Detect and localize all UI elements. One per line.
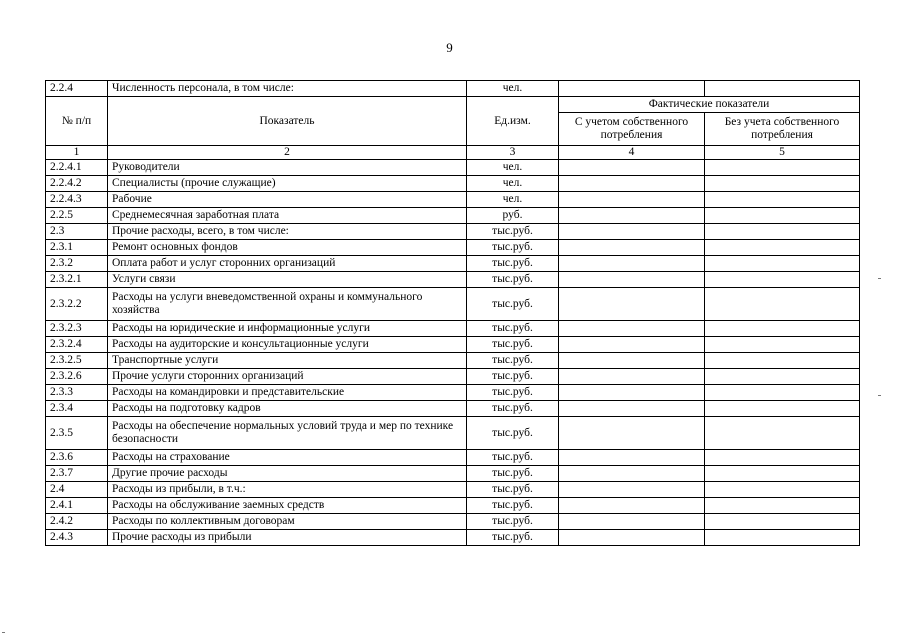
index-cell: 1	[46, 146, 108, 160]
header-unit: Ед.изм.	[467, 97, 559, 146]
cell-with-own[interactable]	[559, 514, 705, 530]
index-cell: 5	[705, 146, 860, 160]
header-indicator: Показатель	[108, 97, 467, 146]
row-indicator: Прочие расходы, всего, в том числе:	[108, 224, 467, 240]
row-number: 2.3.2.1	[46, 272, 108, 288]
row-indicator: Прочие услуги сторонних организаций	[108, 369, 467, 385]
table-row	[46, 417, 860, 450]
cell-with-own[interactable]	[559, 466, 705, 482]
cell-without-own[interactable]	[705, 514, 860, 530]
row-unit: тыс.руб.	[467, 353, 559, 369]
cell-without-own[interactable]	[705, 466, 860, 482]
row-unit: тыс.руб.	[467, 498, 559, 514]
row-number: 2.2.5	[46, 208, 108, 224]
row-number: 2.3.2.5	[46, 353, 108, 369]
row-indicator: Оплата работ и услуг сторонних организаций	[108, 256, 467, 272]
cell-with-own[interactable]	[559, 160, 705, 176]
cell-without-own[interactable]	[705, 498, 860, 514]
row-indicator: Расходы на аудиторские и консультационные услуги	[108, 337, 467, 353]
row-unit: тыс.руб.	[467, 466, 559, 482]
cell-without-own[interactable]	[705, 160, 860, 176]
row-indicator: Прочие расходы из прибыли	[108, 530, 467, 546]
scan-mark	[2, 632, 5, 633]
row-unit: тыс.руб.	[467, 369, 559, 385]
cell-with-own[interactable]	[559, 192, 705, 208]
table-row	[46, 466, 860, 482]
row-unit: тыс.руб.	[467, 240, 559, 256]
report-table	[45, 80, 860, 546]
row-number: 2.3.2.2	[46, 288, 108, 321]
row-number: 2.4.3	[46, 530, 108, 546]
table-row	[46, 450, 860, 466]
header-row-group	[46, 97, 860, 113]
cell-without-own[interactable]	[705, 450, 860, 466]
row-number: 2.3.7	[46, 466, 108, 482]
table-body	[46, 160, 860, 546]
row-number: 2.2.4.1	[46, 160, 108, 176]
cell-with-own[interactable]	[559, 288, 705, 321]
cell-without-own[interactable]	[705, 81, 860, 97]
row-unit: тыс.руб.	[467, 256, 559, 272]
header-actual-group: Фактические показатели	[559, 97, 860, 113]
index-cell: 3	[467, 146, 559, 160]
row-unit: тыс.руб.	[467, 321, 559, 337]
row-unit: тыс.руб.	[467, 482, 559, 498]
row-indicator: Расходы на подготовку кадров	[108, 401, 467, 417]
row-number: 2.3.5	[46, 417, 108, 450]
row-indicator: Расходы на обеспечение нормальных условий труда и мер по технике безопасности	[108, 417, 467, 450]
table-row	[46, 160, 860, 176]
row-indicator: Услуги связи	[108, 272, 467, 288]
scan-mark	[878, 278, 881, 279]
row-indicator: Среднемесячная заработная плата	[108, 208, 467, 224]
table-row	[46, 321, 860, 337]
table-row	[46, 514, 860, 530]
page-number: 9	[446, 40, 453, 55]
row-indicator: Расходы на страхование	[108, 450, 467, 466]
cell-with-own[interactable]	[559, 417, 705, 450]
cell-without-own[interactable]	[705, 208, 860, 224]
table-row	[46, 498, 860, 514]
header-without-own: Без учета собственного потребления	[705, 113, 860, 146]
header-index-row	[46, 146, 860, 160]
cell-with-own[interactable]	[559, 353, 705, 369]
cell-with-own[interactable]	[559, 450, 705, 466]
row-number: 2.3	[46, 224, 108, 240]
table-row	[46, 530, 860, 546]
row-indicator: Расходы на услуги вневедомственной охраны и коммунального хозяйства	[108, 288, 467, 321]
cell-with-own[interactable]	[559, 208, 705, 224]
row-unit: чел.	[467, 176, 559, 192]
row-number: 2.3.2.3	[46, 321, 108, 337]
row-number: 2.4.2	[46, 514, 108, 530]
table-row	[46, 224, 860, 240]
cell-without-own[interactable]	[705, 369, 860, 385]
row-number: 2.3.4	[46, 401, 108, 417]
cell-with-own[interactable]	[559, 385, 705, 401]
cell-without-own[interactable]	[705, 482, 860, 498]
scan-mark	[878, 395, 881, 396]
cell-without-own[interactable]	[705, 176, 860, 192]
row-indicator: Транспортные услуги	[108, 353, 467, 369]
cell-without-own[interactable]	[705, 192, 860, 208]
row-number: 2.3.2.6	[46, 369, 108, 385]
cell-without-own[interactable]	[705, 240, 860, 256]
table-row	[46, 208, 860, 224]
row-indicator: Расходы на командировки и представительские	[108, 385, 467, 401]
cell-with-own[interactable]	[559, 498, 705, 514]
row-unit: чел.	[467, 81, 559, 97]
row-number: 2.3.2.4	[46, 337, 108, 353]
row-unit: чел.	[467, 192, 559, 208]
row-unit: тыс.руб.	[467, 288, 559, 321]
cell-with-own[interactable]	[559, 176, 705, 192]
cell-without-own[interactable]	[705, 288, 860, 321]
row-unit: тыс.руб.	[467, 417, 559, 450]
cell-with-own[interactable]	[559, 272, 705, 288]
row-unit: тыс.руб.	[467, 272, 559, 288]
cell-with-own[interactable]	[559, 81, 705, 97]
cell-with-own[interactable]	[559, 401, 705, 417]
row-number: 2.4	[46, 482, 108, 498]
table-row	[46, 337, 860, 353]
cell-without-own[interactable]	[705, 530, 860, 546]
cell-without-own[interactable]	[705, 385, 860, 401]
cell-with-own[interactable]	[559, 369, 705, 385]
table-row	[46, 240, 860, 256]
row-indicator: Расходы из прибыли, в т.ч.:	[108, 482, 467, 498]
row-indicator: Расходы на юридические и информационные услуги	[108, 321, 467, 337]
row-number: 2.3.6	[46, 450, 108, 466]
cell-with-own[interactable]	[559, 256, 705, 272]
row-indicator: Ремонт основных фондов	[108, 240, 467, 256]
row-unit: тыс.руб.	[467, 450, 559, 466]
table-row	[46, 192, 860, 208]
index-cell: 2	[108, 146, 467, 160]
row-indicator: Численность персонала, в том числе:	[108, 81, 467, 97]
cell-without-own[interactable]	[705, 401, 860, 417]
table-row	[46, 369, 860, 385]
cell-with-own[interactable]	[559, 240, 705, 256]
table-row	[46, 288, 860, 321]
cell-without-own[interactable]	[705, 353, 860, 369]
row-indicator: Расходы по коллективным договорам	[108, 514, 467, 530]
cell-without-own[interactable]	[705, 321, 860, 337]
row-unit: тыс.руб.	[467, 385, 559, 401]
row-number: 2.2.4.3	[46, 192, 108, 208]
table-row	[46, 385, 860, 401]
row-number: 2.3.1	[46, 240, 108, 256]
header-num: № п/п	[46, 97, 108, 146]
cell-without-own[interactable]	[705, 256, 860, 272]
table-row	[46, 401, 860, 417]
row-unit: тыс.руб.	[467, 530, 559, 546]
cell-without-own[interactable]	[705, 337, 860, 353]
row-number: 2.3.2	[46, 256, 108, 272]
row-number: 2.4.1	[46, 498, 108, 514]
row-indicator: Руководители	[108, 160, 467, 176]
row-number: 2.3.3	[46, 385, 108, 401]
row-number: 2.2.4	[46, 81, 108, 97]
cell-with-own[interactable]	[559, 321, 705, 337]
table-row	[46, 256, 860, 272]
cell-without-own[interactable]	[705, 224, 860, 240]
row-unit: тыс.руб.	[467, 514, 559, 530]
table-row-top	[46, 81, 860, 97]
cell-with-own[interactable]	[559, 337, 705, 353]
row-unit: тыс.руб.	[467, 337, 559, 353]
cell-with-own[interactable]	[559, 224, 705, 240]
row-unit: тыс.руб.	[467, 224, 559, 240]
table-row	[46, 272, 860, 288]
row-indicator: Другие прочие расходы	[108, 466, 467, 482]
index-cell: 4	[559, 146, 705, 160]
row-indicator: Расходы на обслуживание заемных средств	[108, 498, 467, 514]
table-row	[46, 353, 860, 369]
row-indicator: Рабочие	[108, 192, 467, 208]
cell-without-own[interactable]	[705, 417, 860, 450]
cell-with-own[interactable]	[559, 530, 705, 546]
table-row	[46, 176, 860, 192]
row-indicator: Специалисты (прочие служащие)	[108, 176, 467, 192]
row-unit: чел.	[467, 160, 559, 176]
table-row	[46, 482, 860, 498]
cell-with-own[interactable]	[559, 482, 705, 498]
row-unit: руб.	[467, 208, 559, 224]
cell-without-own[interactable]	[705, 272, 860, 288]
header-with-own: С учетом собственного потребления	[559, 113, 705, 146]
row-unit: тыс.руб.	[467, 401, 559, 417]
row-number: 2.2.4.2	[46, 176, 108, 192]
